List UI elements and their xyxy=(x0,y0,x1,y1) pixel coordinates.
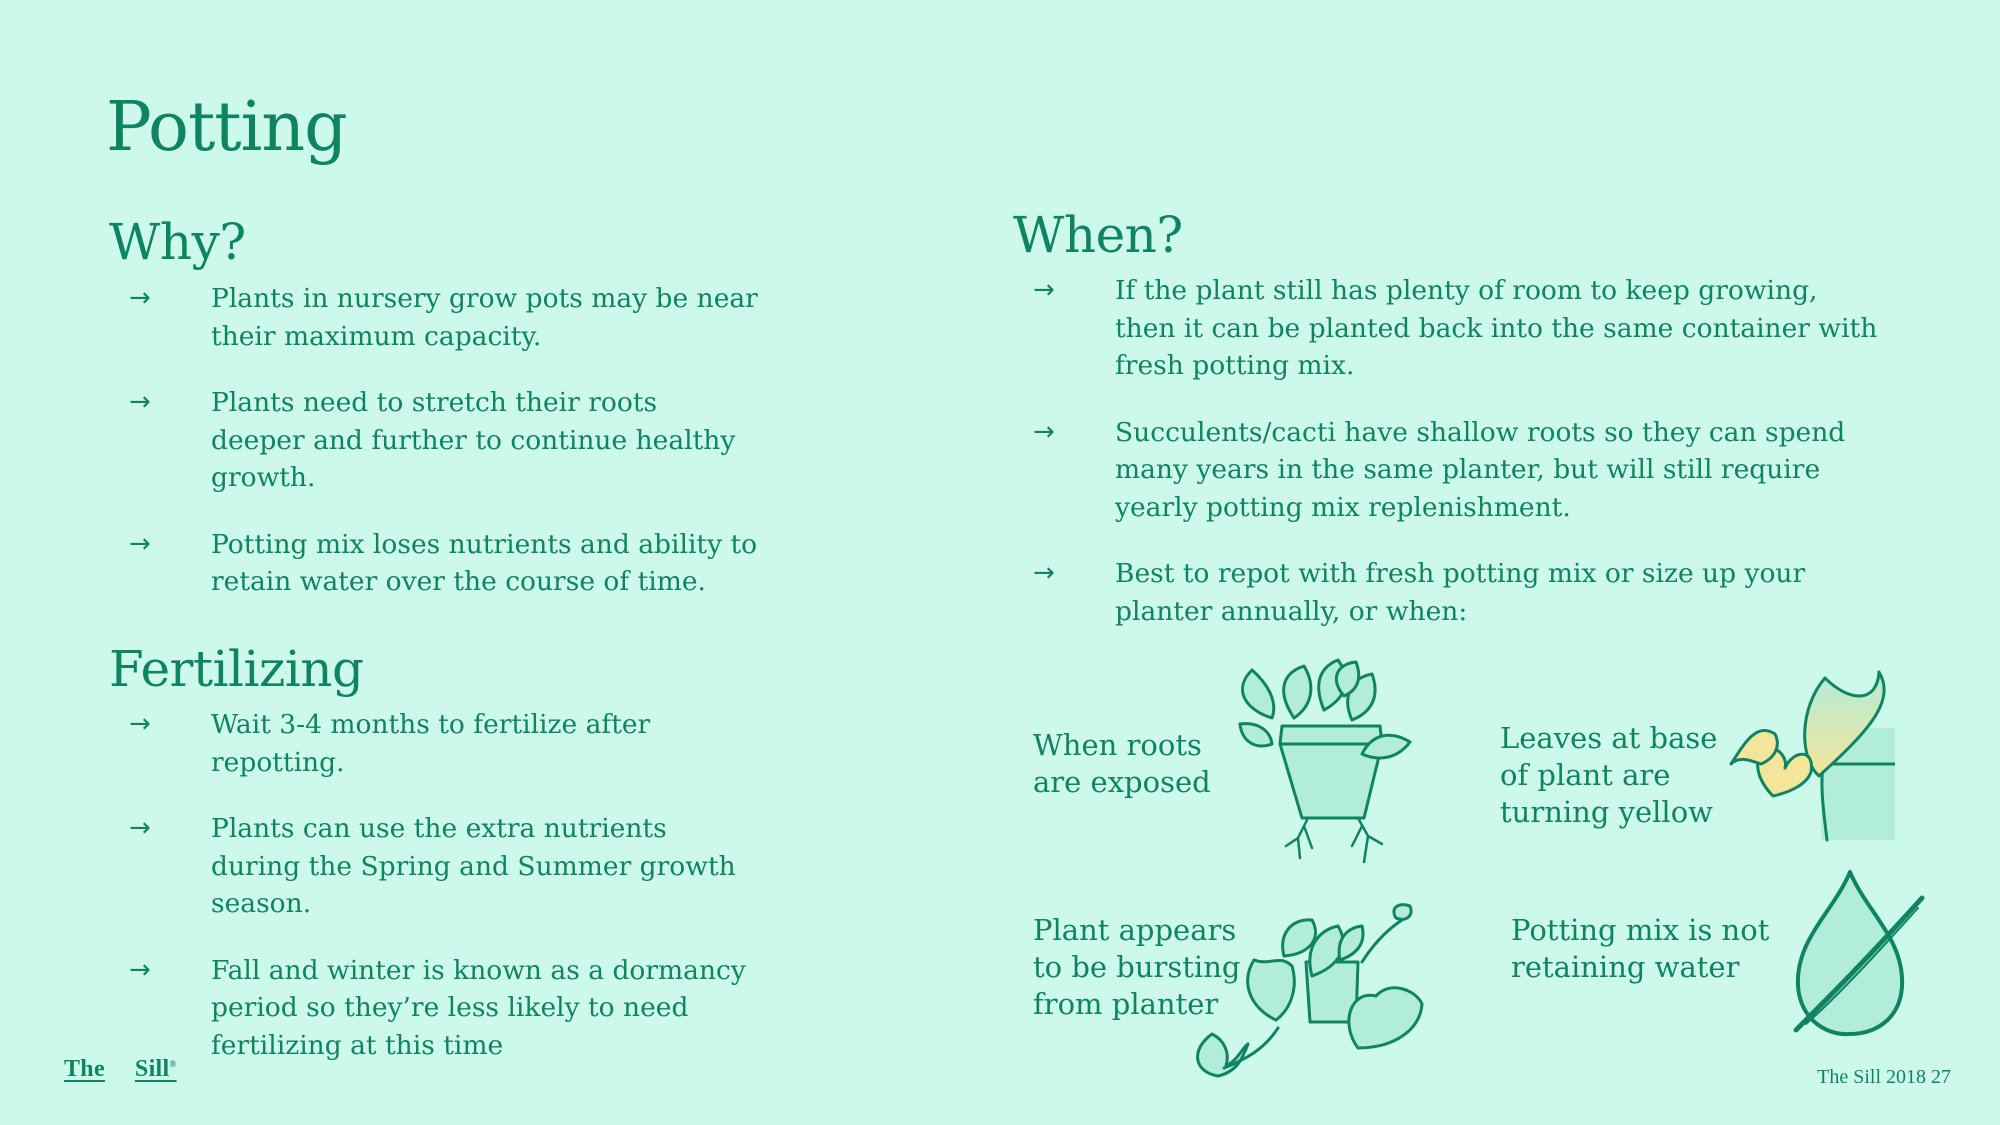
why-list xyxy=(109,280,759,630)
caption-line: Potting mix is not xyxy=(1511,913,1770,947)
water-caption xyxy=(1511,912,1769,986)
why-bullet xyxy=(109,526,759,601)
logo-word: Sill xyxy=(134,1056,170,1082)
fertilizing-bullet xyxy=(109,706,759,781)
when-bullet-text: If the plant still has plenty of room to keep growing, then it can be planted back into the same container with fresh potting mix. xyxy=(1115,275,1878,381)
fertilizing-bullet xyxy=(109,810,759,923)
caption-line: are exposed xyxy=(1033,765,1211,799)
yellow-leaves-icon xyxy=(1715,668,1895,843)
footer xyxy=(1817,1066,1951,1089)
fertilizing-bullet-text: Plants can use the extra nutrients during the Spring and Summer growth season. xyxy=(211,813,736,919)
roots-exposed-caption xyxy=(1033,727,1211,801)
no-water-drop-icon xyxy=(1770,868,1930,1040)
why-bullet-text: Plants need to stretch their roots deeper and further to continue healthy growth. xyxy=(211,387,736,493)
caption-line: turning yellow xyxy=(1500,795,1713,829)
why-bullet-text: Plants in nursery grow pots may be near their maximum capacity. xyxy=(211,283,758,352)
caption-line: of plant are xyxy=(1500,758,1671,792)
when-heading: When? xyxy=(1013,206,1183,264)
fertilizing-heading: Fertilizing xyxy=(109,640,364,698)
when-bullet-text: Best to repot with fresh potting mix or size up your planter annually, or when: xyxy=(1115,558,1806,627)
caption-line: from planter xyxy=(1033,987,1219,1021)
arrow-icon: → xyxy=(129,283,151,313)
page-number: 27 xyxy=(1931,1066,1951,1088)
arrow-icon: → xyxy=(129,528,151,559)
caption-line: Plant appears xyxy=(1033,913,1237,947)
arrow-icon: → xyxy=(129,813,151,843)
why-bullet-text: Potting mix loses nutrients and ability to retain water over the course of time. xyxy=(211,528,758,597)
caption-line: When roots xyxy=(1033,728,1202,762)
when-bullet xyxy=(1013,414,1883,527)
why-bullet xyxy=(109,384,759,497)
the-sill-logo xyxy=(64,1056,177,1083)
arrow-icon: → xyxy=(1033,275,1055,305)
when-bullet xyxy=(1013,555,1883,630)
page-title: Potting xyxy=(106,88,347,167)
footer-text: The Sill 2018 xyxy=(1817,1066,1926,1088)
arrow-icon: → xyxy=(1033,558,1055,588)
fertilizing-bullet xyxy=(109,952,759,1065)
arrow-icon: → xyxy=(1033,416,1055,447)
fertilizing-bullet-text: Fall and winter is known as a dormancy period so they’re less likely to need fertilizing at this time xyxy=(211,954,746,1061)
fertilizing-bullet-text: Wait 3-4 months to fertilize after repotting. xyxy=(211,709,651,778)
caption-line: retaining water xyxy=(1511,950,1740,984)
when-bullet-text: Succulents/cacti have shallow roots so they can spend many years in the same planter, but will still require yearly potting mix replenishment. xyxy=(1115,416,1846,523)
bursting-plant-icon xyxy=(1180,900,1430,1082)
when-bullet xyxy=(1013,272,1883,385)
logo-word: The xyxy=(64,1056,105,1082)
exposed-roots-plant-icon xyxy=(1212,658,1432,873)
caption-line: Leaves at base xyxy=(1500,721,1718,755)
fertilizing-list xyxy=(109,706,759,1093)
arrow-icon: → xyxy=(129,387,151,417)
why-heading: Why? xyxy=(109,213,246,271)
caption-line: to be bursting xyxy=(1033,950,1241,984)
when-list xyxy=(1013,272,1883,659)
logo-registered-mark: ® xyxy=(169,1059,177,1069)
arrow-icon: → xyxy=(129,709,151,739)
why-bullet xyxy=(109,280,759,355)
arrow-icon: → xyxy=(129,954,151,985)
yellow-leaves-caption xyxy=(1500,720,1717,831)
